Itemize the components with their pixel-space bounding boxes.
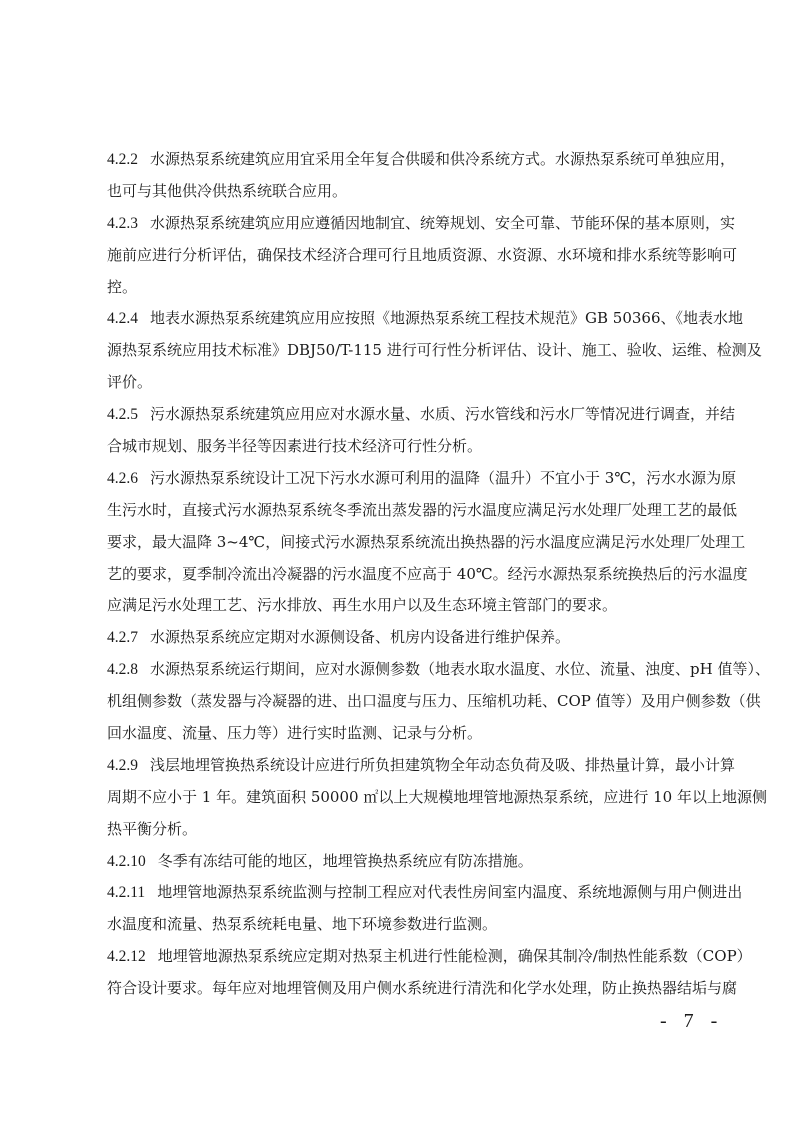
clause-4-2-11 xyxy=(107,877,743,941)
text-line xyxy=(107,909,705,941)
text-line xyxy=(107,877,743,909)
text-line xyxy=(107,622,705,654)
clause-number: 4.2.4 xyxy=(107,310,138,328)
clause-number: 4.2.10 xyxy=(107,852,146,870)
text-line xyxy=(107,654,770,686)
text-line xyxy=(107,750,736,782)
clause-text: 符合设计要求。每年应对地埋管侧及用户侧水系统进行清洗和化学水处理，防止换热器结垢与腐 xyxy=(107,979,738,998)
text-line xyxy=(107,846,705,878)
clause-4-2-6 xyxy=(107,463,748,622)
text-line xyxy=(107,686,761,718)
clause-text: 应满足污水处理工艺、污水排放、再生水用户以及生态环境主管部门的要求。 xyxy=(107,596,618,615)
clause-text: 要求，最大温降 3~4℃，间接式污水源热泵系统流出换热器的污水温度应满足污水处理厂处理工 xyxy=(107,532,746,551)
clause-number: 4.2.8 xyxy=(107,661,138,679)
text-line xyxy=(107,463,737,495)
clause-text: 水源热泵系统运行期间，应对水源侧参数（地表水取水温度、水位、流量、浊度、pH 值等）、 xyxy=(150,660,770,679)
text-line xyxy=(107,208,736,240)
text-line xyxy=(107,973,738,1005)
clause-4-2-4 xyxy=(107,303,762,399)
text-line xyxy=(107,335,762,367)
clause-text: 地埋管地源热泵系统应定期对热泵主机进行性能检测，确保其制冷/制热性能系数（COP） xyxy=(157,947,752,966)
clause-text: 回水温度、流量、压力等）进行实时监测、记录与分析。 xyxy=(107,724,483,743)
clause-text: 浅层地埋管换热系统设计应进行所负担建筑物全年动态负荷及吸、排热量计算，最小计算 xyxy=(150,755,736,774)
text-line xyxy=(107,495,738,527)
clause-number: 4.2.12 xyxy=(107,948,146,966)
clause-text: 合城市规划、服务半径等因素进行技术经济可行性分析。 xyxy=(107,437,483,456)
text-line xyxy=(107,590,705,622)
clause-text: 源热泵系统应用技术标准》DBJ50/T-115 进行可行性分析评估、设计、施工、验收、运维、检测及 xyxy=(107,341,762,360)
text-line xyxy=(107,240,738,272)
text-line xyxy=(107,782,767,814)
page-number: - 7 - xyxy=(660,1010,724,1032)
document-body xyxy=(107,144,770,1005)
clause-4-2-2 xyxy=(107,144,736,208)
clause-number: 4.2.3 xyxy=(107,214,138,232)
clause-text: 热平衡分析。 xyxy=(107,819,198,838)
clause-text: 生污水时，直接式污水源热泵系统冬季流出蒸发器的污水温度应满足污水处理厂处理工艺的最低 xyxy=(107,500,738,519)
clause-text: 施前应进行分析评估，确保技术经济合理可行且地质资源、水资源、水环境和排水系统等影响可 xyxy=(107,245,738,264)
clause-4-2-10 xyxy=(107,846,705,878)
text-line xyxy=(107,559,748,591)
text-line xyxy=(107,941,752,973)
text-line xyxy=(107,272,705,304)
clause-text: 水源热泵系统应定期对水源侧设备、机房内设备进行维护保养。 xyxy=(150,628,571,647)
clause-text: 水温度和流量、热泵系统耗电量、地下环境参数进行监测。 xyxy=(107,915,498,934)
clause-number: 4.2.6 xyxy=(107,469,138,487)
text-line xyxy=(107,431,705,463)
clause-4-2-9 xyxy=(107,750,767,846)
clause-text: 地表水源热泵系统建筑应用应按照《地源热泵系统工程技术规范》GB 50366、《地表水地 xyxy=(150,309,743,328)
clause-4-2-8 xyxy=(107,654,770,750)
clause-text: 评价。 xyxy=(107,373,153,392)
clause-text: 艺的要求，夏季制冷流出冷凝器的污水温度不应高于 40℃。经污水源热泵系统换热后的污水温度 xyxy=(107,564,748,583)
text-line xyxy=(107,144,736,176)
text-line xyxy=(107,399,736,431)
clause-4-2-12 xyxy=(107,941,752,1005)
clause-number: 4.2.7 xyxy=(107,629,138,647)
clause-text: 地埋管地源热泵系统监测与控制工程应对代表性房间室内温度、系统地源侧与用户侧进出 xyxy=(157,883,743,902)
clause-text: 污水源热泵系统建筑应用应对水源水量、水质、污水管线和污水厂等情况进行调查，并结 xyxy=(150,405,736,424)
clause-4-2-3 xyxy=(107,208,738,304)
clause-text: 冬季有冻结可能的地区，地埋管换热系统应有防冻措施。 xyxy=(157,851,533,870)
clause-text: 控。 xyxy=(107,277,138,296)
clause-text: 机组侧参数（蒸发器与冷凝器的进、出口温度与压力、压缩机功耗、COP 值等）及用户侧参数（供 xyxy=(107,692,761,711)
text-line xyxy=(107,367,705,399)
clause-text: 周期不应小于 1 年。建筑面积 50000 ㎡以上大规模地埋管地源热泵系统，应进行 10 年以上地源侧 xyxy=(107,787,767,806)
clause-number: 4.2.2 xyxy=(107,151,138,168)
clause-4-2-5 xyxy=(107,399,736,463)
text-line xyxy=(107,527,746,559)
clause-number: 4.2.11 xyxy=(107,884,146,902)
text-line xyxy=(107,303,743,335)
text-line xyxy=(107,814,705,846)
text-line xyxy=(107,718,705,750)
clause-number: 4.2.5 xyxy=(107,406,138,424)
clause-text: 污水源热泵系统设计工况下污水水源可利用的温降（温升）不宜小于 3℃，污水水源为原 xyxy=(150,468,737,487)
clause-number: 4.2.9 xyxy=(107,756,138,774)
clause-text: 水源热泵系统建筑应用应遵循因地制宜、统筹规划、安全可靠、节能环保的基本原则，实 xyxy=(150,213,736,232)
clause-text: 也可与其他供冷供热系统联合应用。 xyxy=(107,181,348,200)
text-line xyxy=(107,176,705,208)
clause-4-2-7 xyxy=(107,622,705,654)
clause-text: 水源热泵系统建筑应用宜采用全年复合供暖和供冷系统方式。水源热泵系统可单独应用， xyxy=(150,150,736,168)
